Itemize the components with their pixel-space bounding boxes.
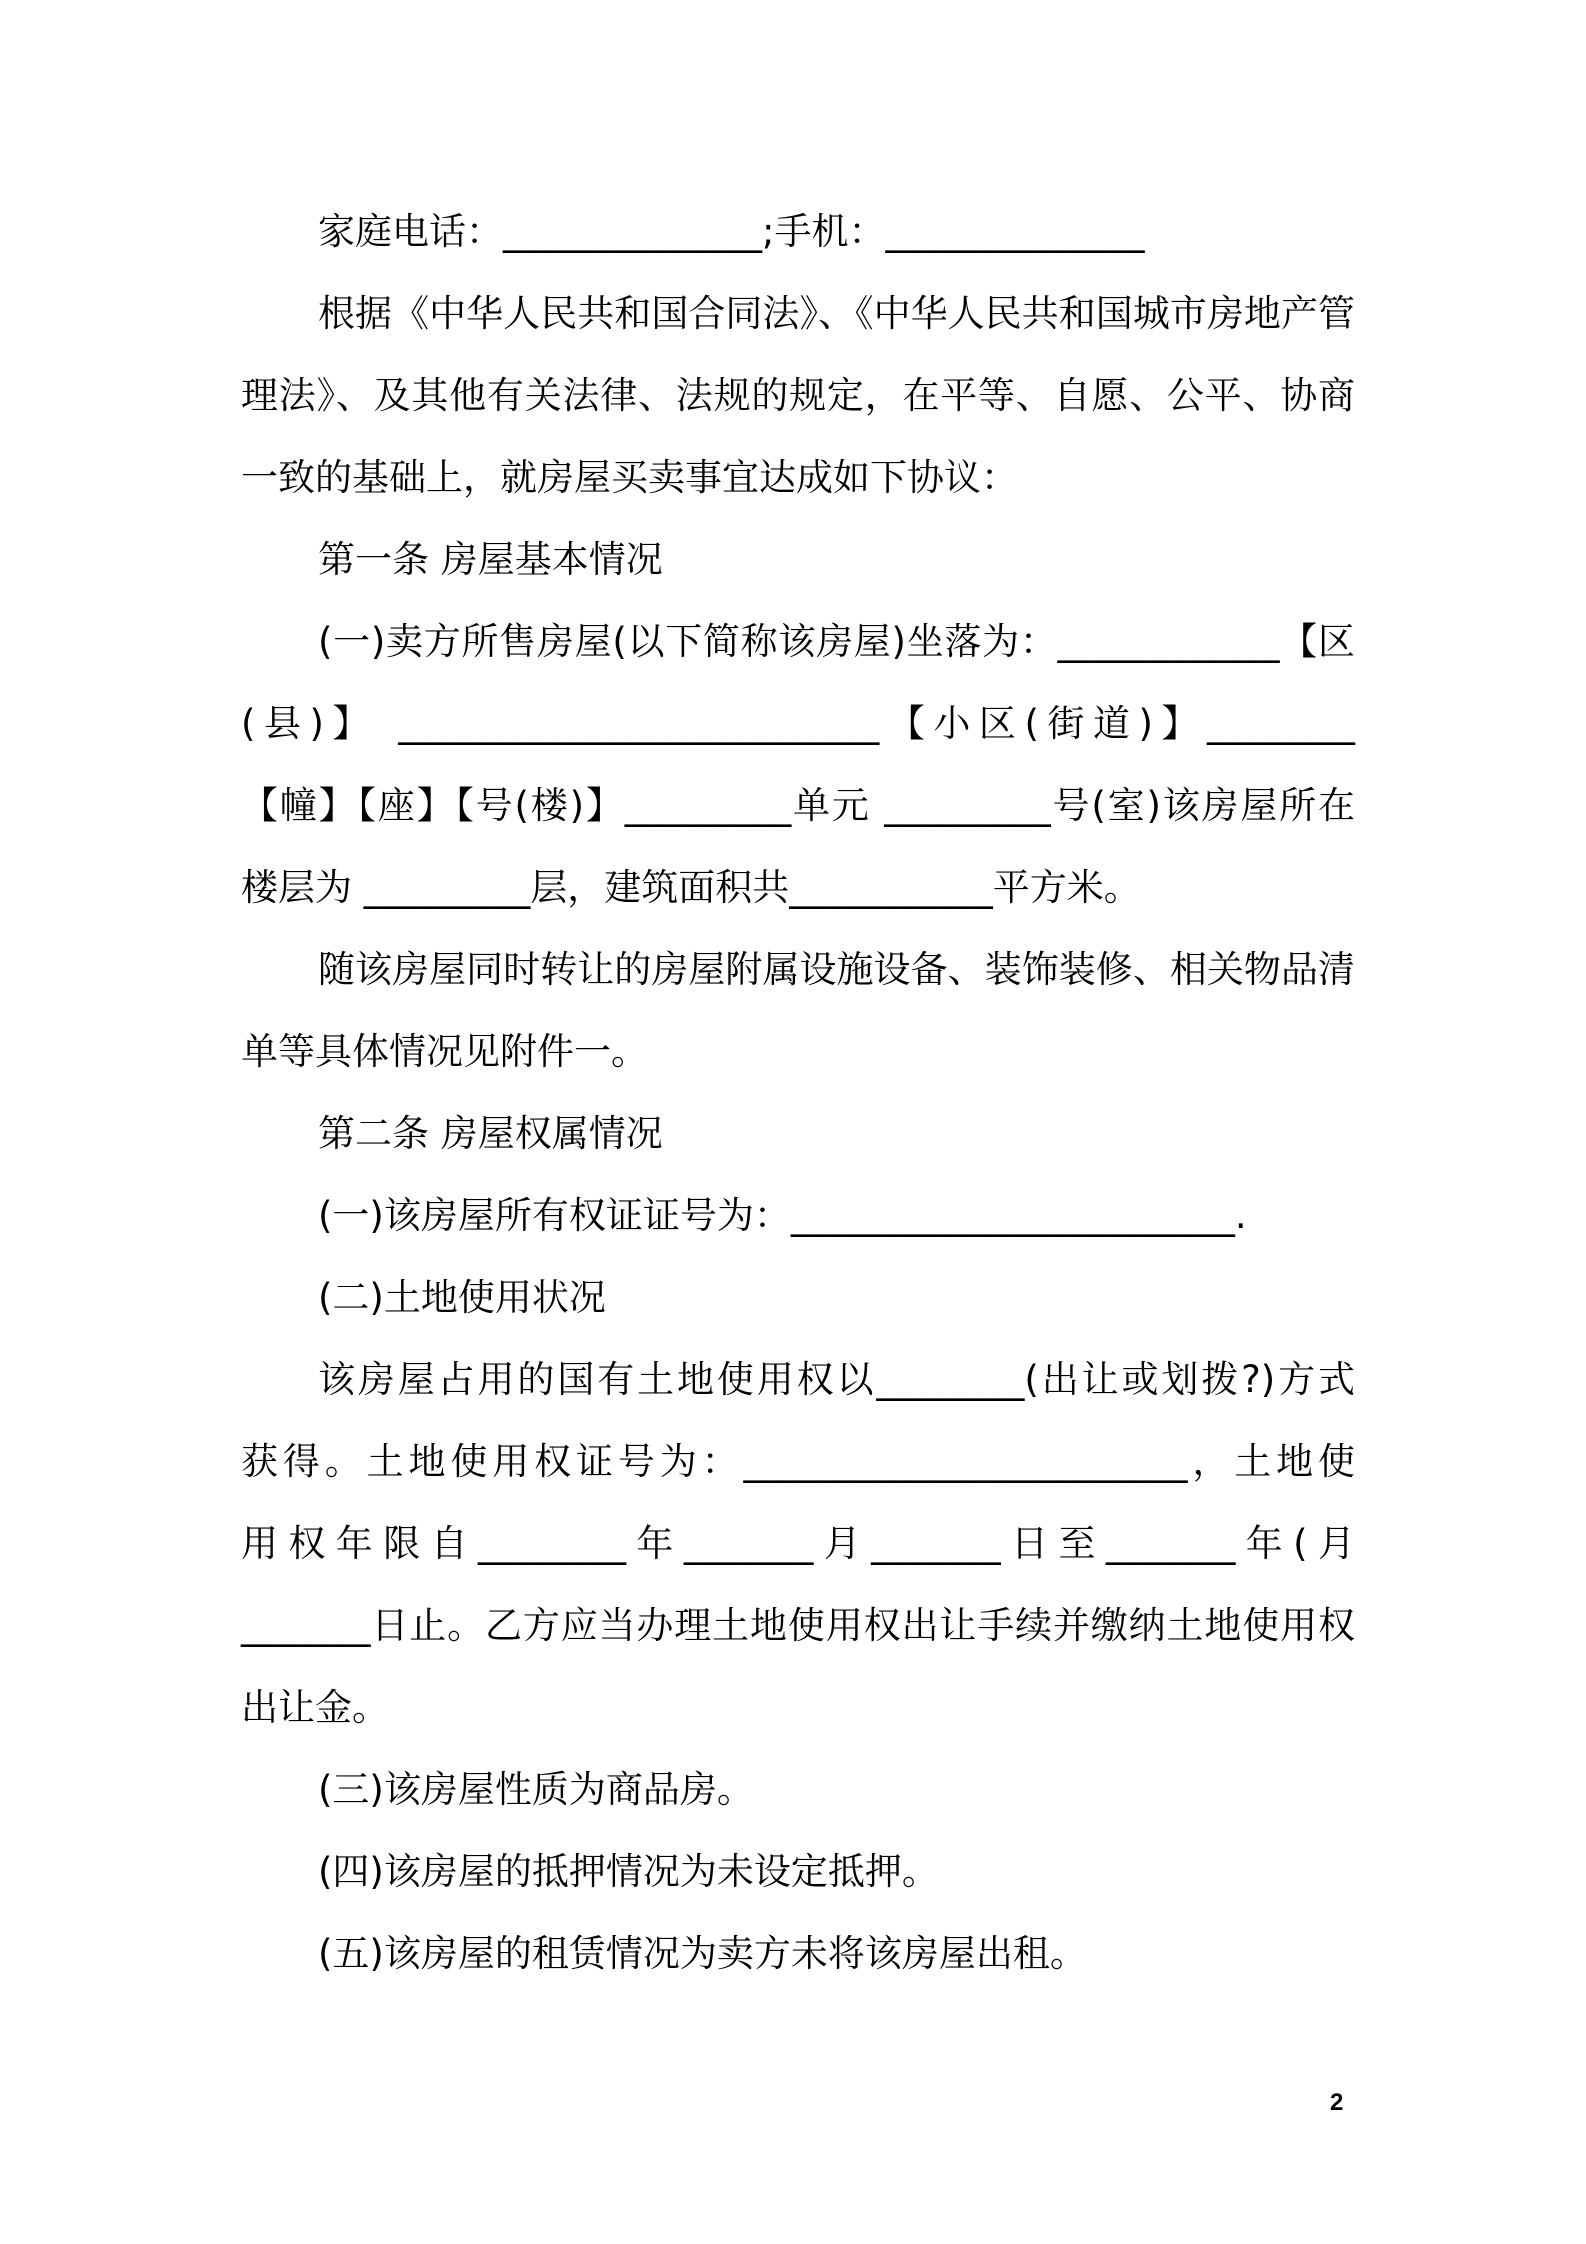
preamble-line-1: 根据《中华人民共和国合同法》、《中华人民共和国城市房地产管 xyxy=(318,292,1355,335)
land-use-line-5: 出让金。 xyxy=(241,1686,389,1729)
article-2-heading: 第二条 房屋权属情况 xyxy=(318,1112,663,1155)
article-2-clause-4: (四)该房屋的抵押情况为未设定抵押。 xyxy=(318,1850,939,1893)
land-use-line-1: 该房屋占用的国有土地使用权以________(出让或划拨?)方式 xyxy=(318,1358,1355,1401)
article-1-clause-1-line-1: (一)卖方所售房屋(以下简称该房屋)坐落为：____________【区 xyxy=(318,620,1355,663)
article-2-clause-1: (一)该房屋所有权证证号为：________________________. xyxy=(318,1194,1247,1237)
article-2-clause-2: (二)土地使用状况 xyxy=(318,1276,606,1319)
article-1-heading: 第一条 房屋基本情况 xyxy=(318,538,663,581)
attachment-line-2: 单等具体情况见附件一。 xyxy=(241,1030,648,1073)
article-1-clause-1-line-3: 【幢】【座】【号(楼)】_________单元 _________号(室)该房屋所在 xyxy=(241,784,1355,827)
land-use-line-3: 用权年限自________年_______月_______日至_______年(月 xyxy=(241,1522,1355,1565)
land-use-line-2: 获得。土地使用权证号为：________________________，土地使 xyxy=(241,1440,1355,1483)
article-2-clause-3: (三)该房屋性质为商品房。 xyxy=(318,1768,754,1811)
phone-line: 家庭电话：______________;手机：______________ xyxy=(318,210,1145,253)
preamble-line-2: 理法》、及其他有关法律、法规的规定，在平等、自愿、公平、协商 xyxy=(241,374,1355,417)
page-number: 2 xyxy=(1330,2089,1344,2116)
preamble-line-3: 一致的基础上，就房屋买卖事宜达成如下协议： xyxy=(241,456,1018,499)
land-use-line-4: _______日止。乙方应当办理土地使用权出让手续并缴纳土地使用权 xyxy=(241,1604,1355,1647)
attachment-line-1: 随该房屋同时转让的房屋附属设施设备、装饰装修、相关物品清 xyxy=(318,948,1355,991)
article-2-clause-5: (五)该房屋的租赁情况为卖方未将该房屋出租。 xyxy=(318,1932,1087,1975)
article-1-clause-1-line-4: 楼层为 _________层，建筑面积共___________平方米。 xyxy=(241,866,1141,909)
article-1-clause-1-line-2: (县)】 __________________________【小区(街道)】________ xyxy=(241,702,1355,745)
